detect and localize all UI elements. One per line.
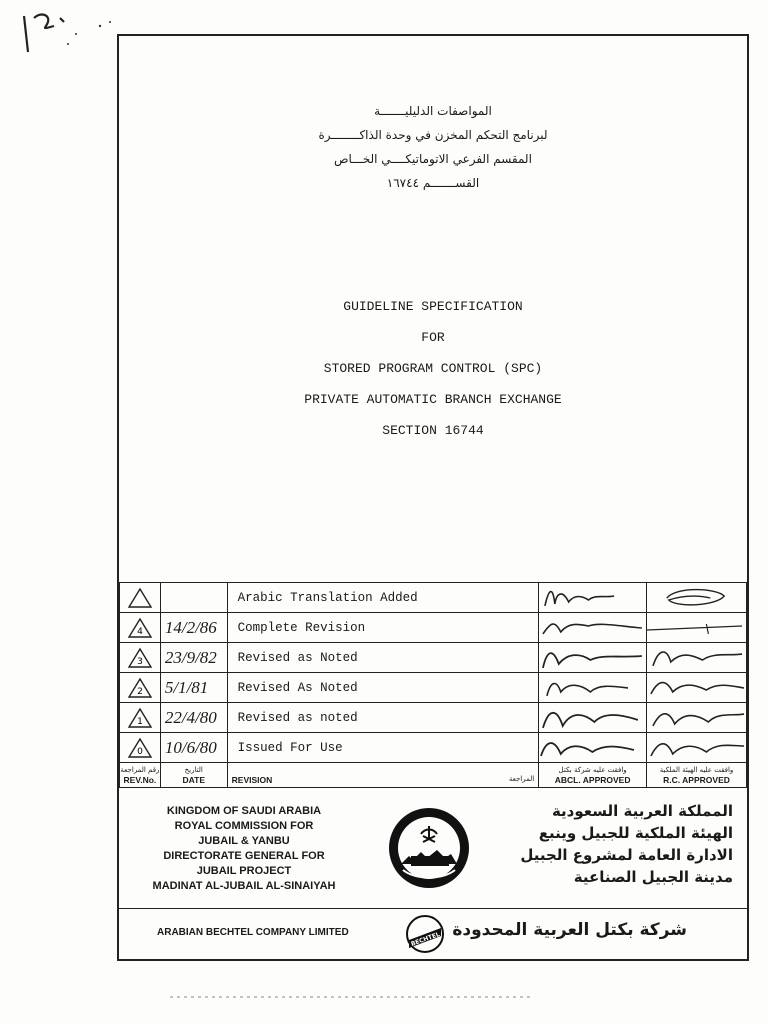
col-date-ar: التاريخ — [184, 766, 203, 774]
org-ar-line-2: الهيئة الملكية للجبيل وينبع — [538, 824, 733, 842]
arabic-title-line-4: القســـــــم ١٦٧٤٤ — [386, 176, 480, 190]
abcl-signature — [539, 703, 647, 733]
signature-icon — [647, 584, 746, 612]
rc-signature — [647, 733, 747, 763]
company-name-arabic: شركة بكتل العربية المحدودة — [452, 920, 687, 940]
revision-table-header — [120, 763, 747, 788]
rev-number: 2 — [137, 686, 143, 697]
rev-triangle — [120, 733, 161, 763]
arabic-title-line-1: المواصفات الدليليـــــــة — [374, 104, 492, 118]
org-en-line-3: JUBAIL & YANBU — [198, 835, 290, 847]
col-rc-ar: وافقت عليه الهيئة الملكية — [659, 766, 734, 774]
rev-description: Issued For Use — [227, 733, 539, 763]
rev-number: 1 — [137, 716, 143, 727]
triangle-icon — [127, 617, 153, 639]
rc-signature — [647, 703, 747, 733]
rev-number: 0 — [137, 746, 143, 757]
signature-icon — [539, 644, 646, 672]
abcl-signature — [539, 643, 647, 673]
organization-block — [119, 790, 747, 909]
rev-number: 4 — [137, 626, 143, 637]
rev-date: 14/2/86 — [160, 613, 227, 643]
rc-signature — [647, 643, 747, 673]
col-abcl-ar: وافقت عليه شركة بكتل — [558, 766, 627, 774]
col-abcl-label: ABCL. APPROVED — [554, 775, 631, 785]
revision-row — [120, 703, 747, 733]
rc-signature — [647, 583, 747, 613]
title-line-3: STORED PROGRAM CONTROL (SPC) — [323, 361, 543, 376]
signature-icon — [647, 704, 746, 732]
signature-icon — [647, 614, 746, 642]
document-frame — [117, 34, 749, 961]
rev-triangle — [120, 583, 161, 613]
col-rc-approved — [647, 763, 747, 788]
signature-icon — [647, 644, 746, 672]
abcl-signature — [539, 583, 647, 613]
rev-description: Revised as noted — [227, 703, 539, 733]
revision-table — [119, 582, 747, 788]
col-rc-label: R.C. APPROVED — [663, 775, 730, 785]
rev-description: Revised As Noted — [227, 673, 539, 703]
company-name-english: ARABIAN BECHTEL COMPANY LIMITED — [157, 927, 349, 938]
rev-date: 5/1/81 — [160, 673, 227, 703]
col-revision — [227, 763, 539, 788]
org-en-line-4: DIRECTORATE GENERAL FOR — [163, 850, 325, 862]
org-ar-line-4: مدينة الجبيل الصناعية — [573, 868, 733, 886]
company-block — [119, 908, 747, 958]
col-revision-label: REVISION — [231, 775, 273, 785]
org-en-line-1: KINGDOM OF SAUDI ARABIA — [166, 805, 322, 817]
rev-description: Arabic Translation Added — [227, 583, 539, 613]
bechtel-logo-text: BECHTEL — [410, 930, 441, 948]
col-revision-ar: المراجعة — [508, 775, 535, 783]
col-date-label: DATE — [182, 775, 205, 785]
triangle-icon — [127, 737, 153, 759]
signature-icon — [539, 704, 646, 732]
org-en-line-6: MADINAT AL-JUBAIL AL-SINAIYAH — [152, 880, 336, 892]
rev-date: 10/6/80 — [160, 733, 227, 763]
col-rev-no-ar: رقم المراجعة — [120, 766, 160, 774]
arabic-title-block — [119, 99, 747, 195]
org-en-line-5: JUBAIL PROJECT — [196, 865, 292, 877]
rev-date: 23/9/82 — [160, 643, 227, 673]
rev-triangle — [120, 673, 161, 703]
title-line-4: PRIVATE AUTOMATIC BRANCH EXCHANGE — [304, 392, 562, 407]
abcl-signature — [539, 673, 647, 703]
col-date — [160, 763, 227, 788]
col-rev-no-label: REV.No. — [123, 775, 157, 785]
rev-number: 3 — [137, 656, 143, 667]
rev-description: Revised as Noted — [227, 643, 539, 673]
signature-icon — [539, 614, 646, 642]
revision-row — [120, 673, 747, 703]
revision-row — [120, 733, 747, 763]
bottom-dash-line — [170, 994, 530, 1000]
rev-triangle — [120, 613, 161, 643]
org-en-line-2: ROYAL COMMISSION FOR — [174, 820, 314, 832]
royal-commission-seal-icon — [387, 806, 471, 890]
revision-row — [120, 613, 747, 643]
signature-icon — [647, 674, 746, 702]
revision-row — [120, 643, 747, 673]
abcl-signature — [539, 733, 647, 763]
handwritten-mark — [10, 4, 120, 64]
signature-icon — [647, 734, 746, 762]
rc-signature — [647, 673, 747, 703]
triangle-icon — [127, 647, 153, 669]
col-abcl-approved — [539, 763, 647, 788]
org-ar-line-3: الادارة العامة لمشروع الجبيل — [520, 846, 733, 864]
title-line-2: FOR — [421, 330, 445, 345]
arabic-title-line-3: المقسم الفرعي الاتوماتيكــــي الخـــاص — [334, 152, 532, 166]
organization-name-arabic — [503, 800, 733, 888]
signature-icon — [539, 734, 646, 762]
col-rev-no — [120, 763, 161, 788]
arabic-title-line-2: لبرنامج التحكم المخزن في وحدة الذاكــــــــرة — [318, 128, 548, 142]
revision-row — [120, 583, 747, 613]
rev-date: 22/4/80 — [160, 703, 227, 733]
signature-icon — [539, 674, 646, 702]
title-line-5: SECTION 16744 — [382, 423, 484, 438]
english-title-block — [119, 291, 747, 446]
rev-date — [160, 583, 227, 613]
title-line-1: GUIDELINE SPECIFICATION — [343, 299, 523, 314]
bechtel-logo-icon — [405, 914, 445, 954]
abcl-signature — [539, 613, 647, 643]
signature-icon — [539, 584, 646, 612]
triangle-icon — [127, 707, 153, 729]
triangle-icon — [127, 587, 153, 609]
rev-triangle — [120, 703, 161, 733]
rev-description: Complete Revision — [227, 613, 539, 643]
rc-signature — [647, 613, 747, 643]
triangle-icon — [127, 677, 153, 699]
rev-triangle — [120, 643, 161, 673]
organization-name-english — [129, 804, 359, 894]
org-ar-line-1: المملكة العربية السعودية — [551, 802, 733, 820]
